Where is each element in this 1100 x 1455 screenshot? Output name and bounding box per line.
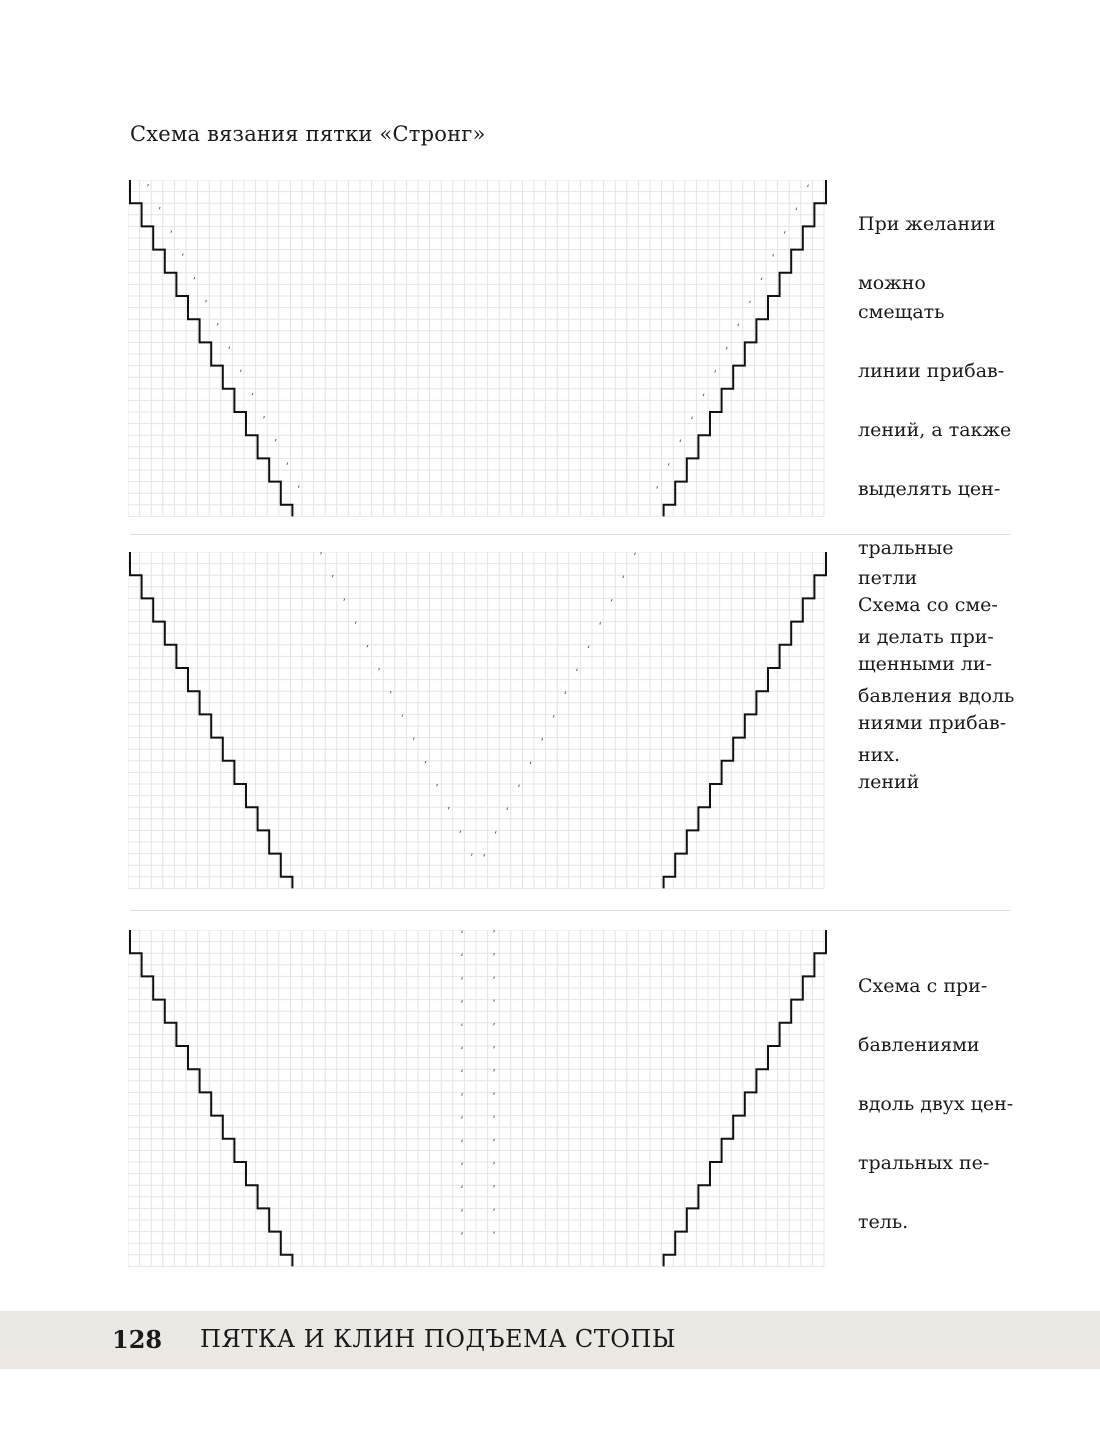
increase-symbol: ʻ [771, 251, 775, 265]
increase-symbol: ʼ [297, 483, 301, 497]
center-chart [128, 930, 828, 1268]
increase-symbol: ʻ [610, 596, 614, 610]
increase-symbol: ʻ [460, 1229, 464, 1243]
increase-symbol: ʼ [157, 205, 162, 219]
increase-symbol: ʻ [460, 1044, 464, 1057]
increase-symbol: ʼ [492, 1160, 496, 1173]
increase-symbol: ʻ [598, 619, 602, 633]
increase-symbol: ʼ [446, 805, 451, 819]
increase-symbol: ʼ [400, 712, 404, 726]
increase-symbol: ʻ [633, 552, 637, 563]
increase-symbol: ʻ [783, 228, 787, 242]
increase-symbol: ʼ [412, 735, 416, 749]
note-line: бавлениями [858, 1033, 980, 1056]
note-line: выделять цен- [858, 478, 1001, 500]
increase-symbol: ʼ [388, 689, 393, 703]
increase-symbol: ʻ [460, 1113, 464, 1127]
increase-symbol: ʼ [181, 251, 185, 265]
increase-symbol: ʻ [713, 367, 717, 381]
increase-symbol: ʼ [377, 666, 381, 679]
note-line: щенными ли- [858, 652, 992, 675]
right-step-edge [664, 930, 826, 1266]
increase-symbol: ʻ [460, 1020, 464, 1034]
note-line: них. [858, 743, 901, 766]
note-line: линии прибав- [858, 360, 1005, 382]
increase-symbol: ʻ [460, 1136, 464, 1150]
increase-symbol: ʼ [146, 182, 150, 195]
note-line: Схема со сме- [858, 593, 998, 616]
increase-symbol: ʻ [482, 851, 486, 865]
increase-symbol: ʼ [492, 1090, 496, 1104]
increase-symbol: ʼ [262, 414, 266, 427]
increase-symbol: ʻ [460, 1183, 464, 1197]
increase-symbol: ʻ [621, 573, 626, 587]
note-line: можно смещать [858, 271, 945, 323]
running-section-title: ПЯТКА И КЛИН ПОДЪЕМА СТОПЫ [200, 1325, 677, 1353]
increase-symbol: ʻ [678, 437, 683, 451]
increase-symbol: ʻ [806, 182, 810, 195]
increase-symbol: ʻ [736, 321, 741, 335]
increase-symbol: ʼ [169, 228, 173, 242]
note-line: лений, а также [858, 419, 1012, 441]
note-line: тральных пе- [858, 1151, 990, 1174]
main-chart [128, 180, 828, 518]
note-line: и делать при- [858, 625, 994, 648]
left-step-edge [130, 552, 292, 888]
increase-symbol: ʻ [517, 782, 521, 795]
increase-symbol: ʼ [215, 321, 220, 335]
note-line: тель. [858, 1210, 909, 1233]
increase-symbol: ʼ [492, 1113, 496, 1127]
increase-symbol: ʼ [330, 573, 335, 587]
increase-symbol: ʻ [759, 274, 764, 288]
increase-symbol: ʻ [563, 689, 568, 703]
increase-symbol: ʼ [458, 828, 462, 842]
increase-symbol: ʼ [492, 1020, 496, 1034]
right-step-edge [664, 552, 826, 888]
section-divider [130, 534, 1010, 535]
increase-symbol: ʻ [505, 805, 510, 819]
increase-symbol: ʼ [285, 460, 289, 474]
increase-symbol: ʻ [586, 642, 591, 656]
increase-symbol: ʼ [192, 274, 197, 288]
increase-symbol: ʼ [204, 298, 208, 311]
center-chart-note [858, 942, 1018, 1267]
increase-symbol: ʻ [528, 758, 533, 772]
increase-symbol: ʻ [460, 1160, 464, 1173]
increase-symbol: ʻ [701, 390, 706, 404]
increase-symbol: ʼ [354, 619, 358, 633]
increase-symbol: ʻ [460, 1067, 464, 1081]
increase-symbol: ʻ [794, 205, 799, 219]
note-line: При желании [858, 212, 996, 235]
note-line: тральные петли [858, 537, 954, 589]
increase-symbol: ʼ [435, 782, 439, 795]
page-title: Схема вязания пятки «Стронг» [130, 122, 486, 146]
increase-symbol: ʼ [492, 930, 496, 941]
center-chart-wrapper [128, 930, 828, 1268]
increase-symbol: ʻ [748, 298, 752, 311]
increase-symbol: ʼ [492, 974, 496, 988]
increase-symbol: ʼ [342, 596, 346, 610]
increase-symbol: ʻ [540, 735, 544, 749]
increase-symbol: ʻ [575, 666, 579, 679]
increase-symbol: ʼ [423, 758, 428, 772]
increase-symbol: ʼ [492, 1067, 496, 1081]
increase-symbol: ʻ [460, 1206, 464, 1220]
increase-symbol: ʼ [250, 390, 255, 404]
increase-symbol: ʼ [492, 951, 496, 965]
note-line: ниями прибав- [858, 711, 1007, 734]
increase-symbol: ʻ [667, 460, 671, 474]
increase-symbol: ʻ [552, 712, 556, 726]
increase-symbol: ʻ [460, 930, 464, 941]
offset-chart-wrapper [128, 552, 828, 890]
left-step-edge [130, 180, 292, 516]
offset-chart [128, 552, 828, 890]
increase-symbol: ʻ [460, 951, 464, 965]
increase-symbol: ʼ [492, 1136, 496, 1150]
increase-symbol: ʻ [460, 974, 464, 988]
increase-symbol: ʻ [725, 344, 729, 358]
increase-symbol: ʻ [655, 483, 659, 497]
increase-symbol: ʼ [492, 1206, 496, 1220]
increase-symbol: ʼ [319, 552, 323, 563]
note-line: вдоль двух цен- [858, 1092, 1014, 1115]
increase-symbol: ʼ [470, 851, 474, 865]
increase-symbol: ʼ [365, 642, 370, 656]
offset-chart-note [858, 561, 1018, 827]
note-line: бавления вдоль [858, 684, 1015, 707]
main-chart-wrapper [128, 180, 828, 518]
increase-symbol: ʼ [273, 437, 278, 451]
increase-symbol: ʻ [460, 1090, 464, 1104]
increase-symbol: ʼ [239, 367, 243, 381]
right-step-edge [664, 180, 826, 516]
increase-symbol: ʻ [690, 414, 694, 427]
increase-symbol: ʻ [460, 997, 464, 1011]
increase-symbol: ʻ [494, 828, 498, 842]
increase-symbol: ʼ [492, 1044, 496, 1057]
section-divider [130, 910, 1010, 911]
increase-symbol: ʼ [492, 1183, 496, 1197]
increase-symbol: ʼ [227, 344, 231, 358]
increase-symbol: ʼ [492, 997, 496, 1011]
note-line: Схема с при- [858, 974, 988, 997]
increase-symbol: ʼ [492, 1229, 496, 1243]
left-step-edge [130, 930, 292, 1266]
page-number: 128 [112, 1325, 163, 1354]
note-line: лений [858, 770, 920, 793]
